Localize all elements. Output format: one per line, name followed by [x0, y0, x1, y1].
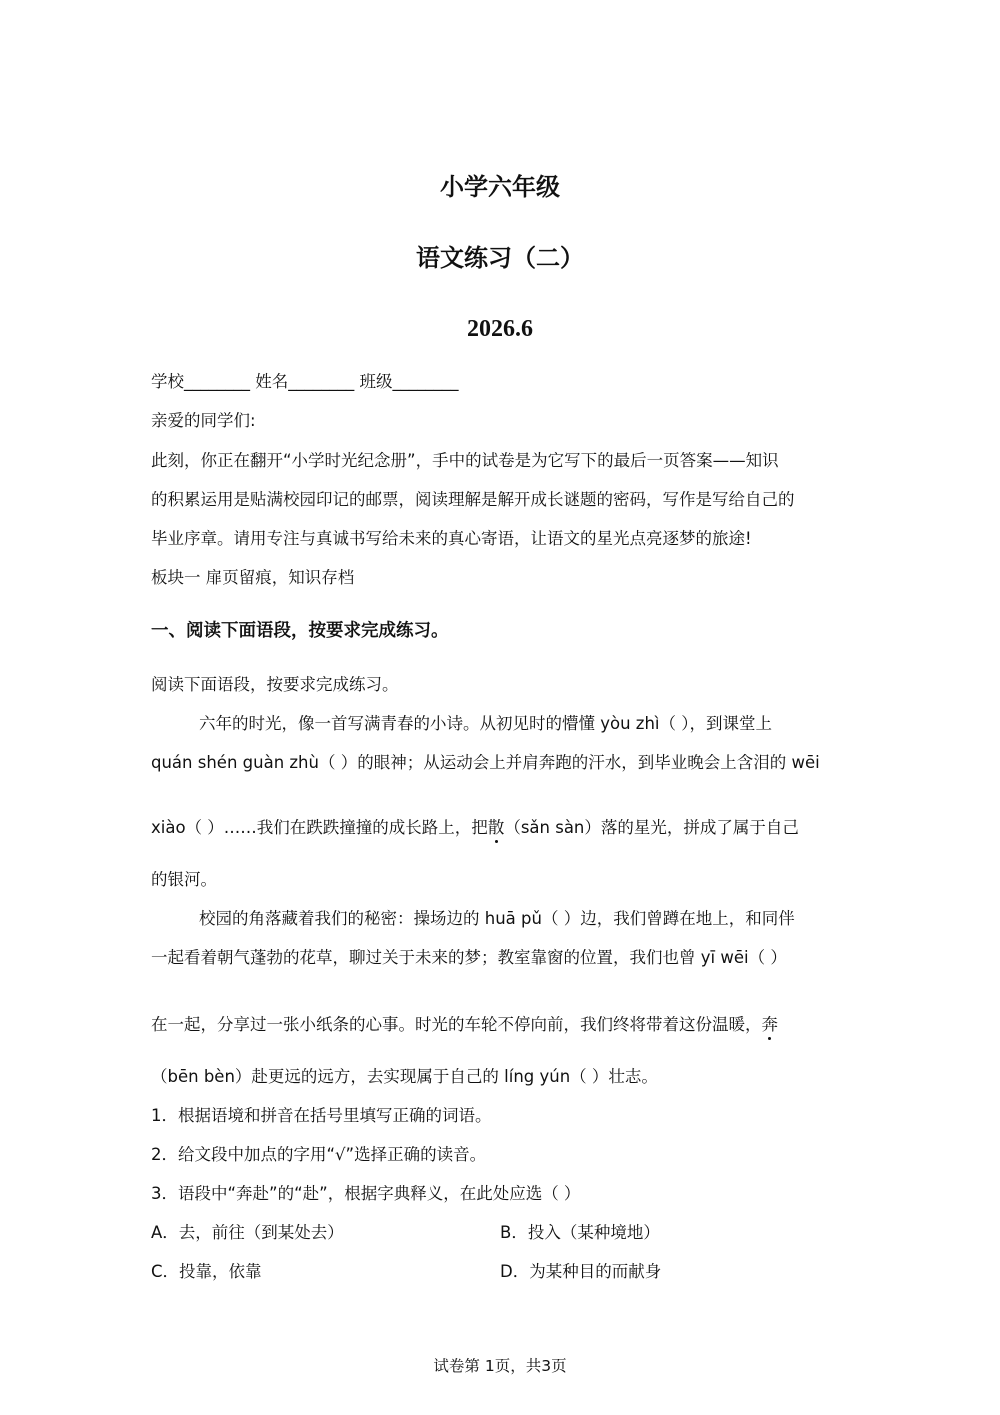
- title-line-2: 语文练习（二）: [416, 244, 584, 272]
- passage2-line-1: 校园的角落藏着我们的秘密：操场边的 huā pǔ（ ）边，我们曾蹲在地上，和同伴: [199, 909, 795, 928]
- question-2: 2．给文段中加点的字用“√”选择正确的读音。: [151, 1145, 487, 1164]
- page-footer: 试卷第 1页，共3页: [433, 1357, 567, 1375]
- passage1-line-2: quán shén guàn zhù（ ）的眼神；从运动会上并肩奔跑的汗水，到毕业晚会上含泪的 wēi: [151, 753, 820, 772]
- section-instruction: 阅读下面语段，按要求完成练习。: [151, 675, 399, 694]
- passage1-line-3: [151, 818, 799, 838]
- intro-line-1: 此刻，你正在翻开“小学时光纪念册”，手中的试卷是为它写下的最后一页答案——知识: [151, 451, 779, 470]
- option-c: C．投靠，依靠: [151, 1262, 262, 1281]
- exam-date: 2026.6: [467, 316, 533, 342]
- passage1-line-3a: xiào（ ）……我们在跌跌撞撞的成长路上，把: [151, 818, 488, 837]
- passage2-line-3a: 在一起，分享过一张小纸条的心事。时光的车轮不停向前，我们终将带着这份温暖，: [151, 1015, 762, 1034]
- passage2-line-3: [151, 1015, 778, 1035]
- passage2-line-4: （bēn bèn）赴更远的远方，去实现属于自己的 líng yún（ ）壮志。: [151, 1067, 658, 1086]
- option-a: A．去，前往（到某处去）: [151, 1223, 344, 1242]
- passage2-line-2: 一起看着朝气蓬勃的花草，聊过关于未来的梦；教室靠窗的位置，我们也曾 yī wēi（ ）: [151, 948, 787, 967]
- question-3: 3．语段中“奔赴”的“赴”，根据字典释义，在此处应选（ ）: [151, 1184, 581, 1203]
- option-b: B．投入（某种境地）: [500, 1223, 660, 1242]
- intro-greeting: 亲爱的同学们:: [151, 411, 256, 430]
- dotted-char-san: 散: [487, 818, 505, 837]
- option-d: D．为某种目的而献身: [500, 1262, 662, 1281]
- passage1-line-4: 的银河。: [151, 870, 217, 889]
- passage1-line-1: 六年的时光，像一首写满青春的小诗。从初见时的懵懂 yòu zhì（ ），到课堂上: [199, 714, 773, 733]
- student-info-line: 学校________ 姓名________ 班级________: [151, 372, 459, 391]
- block-title: 板块一 扉页留痕，知识存档: [151, 568, 355, 587]
- intro-line-2: 的积累运用是贴满校园印记的邮票，阅读理解是解开成长谜题的密码，写作是写给自己的: [151, 490, 795, 509]
- section-heading: 一、阅读下面语段，按要求完成练习。: [151, 621, 449, 641]
- dotted-char-ben: 奔: [761, 1015, 778, 1034]
- question-1: 1．根据语境和拼音在括号里填写正确的词语。: [151, 1106, 492, 1125]
- intro-line-3: 毕业序章。请用专注与真诚书写给未来的真心寄语，让语文的星光点亮逐梦的旅途!: [151, 529, 752, 548]
- title-line-1: 小学六年级: [440, 173, 560, 201]
- passage1-line-3b: （sǎn sàn）落的星光，拼成了属于自己: [504, 818, 799, 837]
